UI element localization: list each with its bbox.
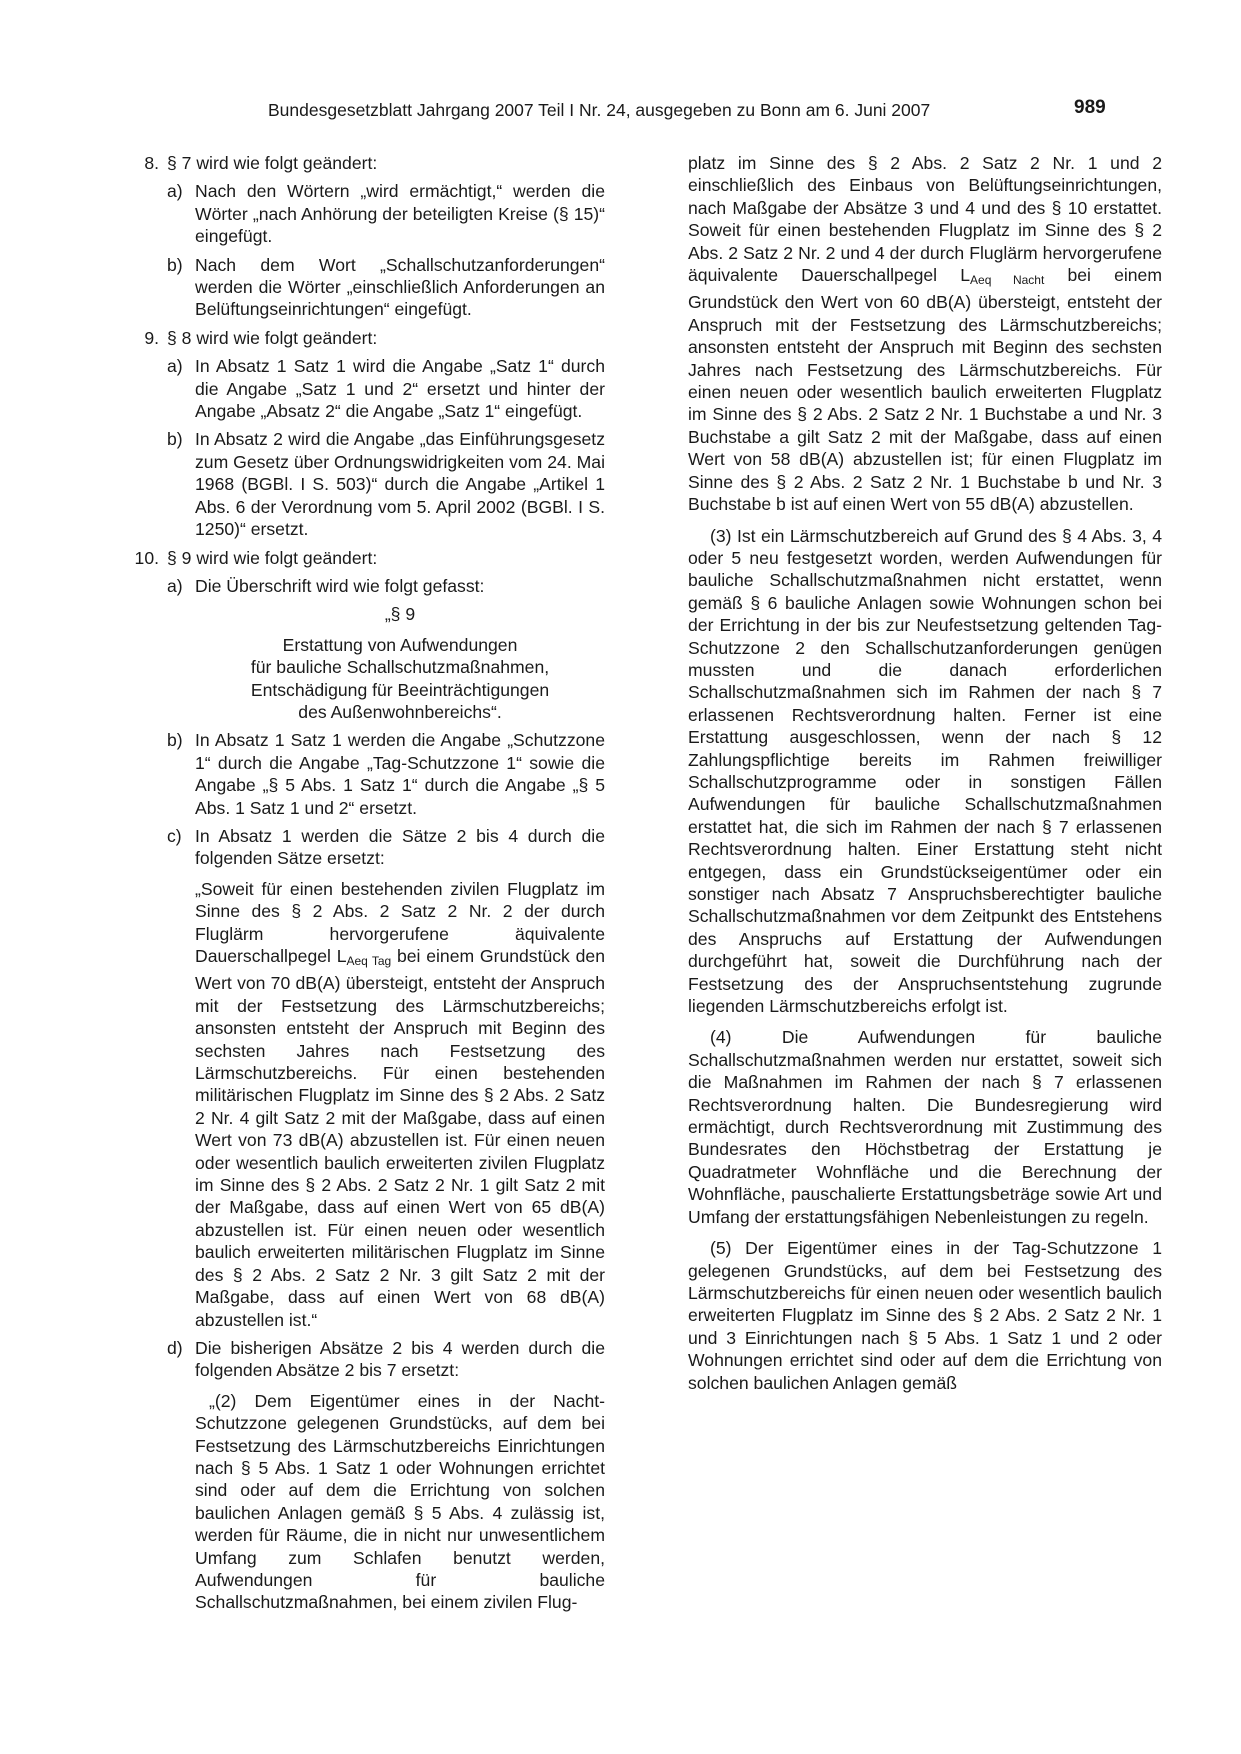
sub-letter: a) bbox=[167, 356, 183, 377]
heading-line: Erstattung von Aufwendungen bbox=[282, 634, 518, 655]
sub-text: Die bisherigen Absätze 2 bis 4 werden durch die folgenden Absätze 2 bis 7 ersetzt: bbox=[195, 1337, 605, 1381]
heading-paragraph: „§ 9 bbox=[384, 604, 416, 625]
item-title: § 8 wird wie folgt geändert: bbox=[167, 327, 378, 348]
sub-item-a bbox=[167, 575, 605, 597]
sub-item-b bbox=[167, 729, 605, 819]
sub-item-b bbox=[167, 254, 605, 321]
sub-text: Die Überschrift wird wie folgt gefasst: bbox=[195, 575, 485, 596]
sub-text: In Absatz 2 wird die Angabe „das Einführungsgesetz zum Gesetz über Ordnungswidrigkeiten vom 24. Mai 1968 (BGBl. I S. 503)“ durch die Angabe „Artikel 1 Abs. 6 der Verordnung vom 5. April 2002 (BGBl. I S. 1250)“ ersetzt. bbox=[195, 429, 605, 540]
list-item-10 bbox=[131, 547, 605, 1614]
paragraph-continued bbox=[688, 152, 1162, 516]
right-column bbox=[688, 152, 1162, 1403]
sub-letter: b) bbox=[167, 254, 183, 275]
page-number: 989 bbox=[1074, 97, 1106, 118]
list-item-8 bbox=[131, 152, 605, 321]
sub-letter: b) bbox=[167, 429, 183, 450]
paragraph-3: (3) Ist ein Lärmschutzbereich auf Grund des § 4 Abs. 3, 4 oder 5 neu festgesetzt worden, werden Aufwendungen für bauliche Schallschutzmaßnahmen nicht erstattet, wenn gemäß § 6 bauliche Anlagen sowie Wohnungen schon bei der Errichtung in der bis zur Neufestsetzung geltenden Tag-Schutzzone 2 den Schallschutzanforderungen genügen mussten und die danach erforderlichen Schallschutzmaßnahmen sich im Rahmen der nach § 7 erlassenen Rechtsverordnung halten. Ferner ist eine Erstattung ausgeschlossen, wenn der nach § 12 Zahlungspflichtige bereits im Rahmen freiwilliger Schallschutzprogramme oder in sonstigen Fällen Aufwendungen für bauliche Schallschutzmaßnahmen erstattet hat, die sich im Rahmen der nach § 7 erlassenen Rechtsverordnung halten. Einer Erstattung steht nicht entgegen, dass ein Grundstückseigentümer oder ein sonstiger nach Absatz 7 Anspruchsberechtigter bauliche Schallschutzmaßnahmen vor dem Zeitpunkt des Entstehens des Anspruchs auf Erstattung der Aufwendungen durchgeführt hat, soweit die Durchführung nach der Festsetzung des der Anspruchsentstehung zugrunde liegenden Lärmschutzbereichs erfolgt ist. bbox=[688, 525, 1162, 1017]
sub-item-c bbox=[167, 825, 605, 1331]
item-number: 10. bbox=[134, 547, 159, 568]
left-column bbox=[131, 152, 605, 1614]
sub-letter: a) bbox=[167, 181, 183, 202]
sub-item-b bbox=[167, 428, 605, 540]
sub-text: Nach den Wörtern „wird ermächtigt,“ werden die Wörter „nach Anhörung der beteiligten Kreise (§ 15)“ eingefügt. bbox=[195, 181, 605, 247]
paragraph-4: (4) Die Aufwendungen für bauliche Schallschutzmaßnahmen werden nur erstattet, soweit sich die Maßnahmen im Rahmen der nach § 7 erlassenen Rechtsverordnung halten. Die Bundesregierung wird ermächtigt, durch Rechtsverordnung mit Zustimmung des Bundesrates den Höchstbetrag der Erstattung je Quadratmeter Wohnfläche und die Berechnung der Wohnfläche, pauschalierte Erstattungsbeträge sowie Art und Umfang der erstattungsfähigen Nebenleistungen zu regeln. bbox=[688, 1027, 1162, 1227]
sub-letter: d) bbox=[167, 1337, 183, 1358]
item-number: 8. bbox=[144, 153, 159, 173]
sub-text: In Absatz 1 werden die Sätze 2 bis 4 durch die folgenden Sätze ersetzt: bbox=[195, 825, 605, 869]
quoted-text bbox=[195, 878, 605, 1331]
heading-line: Entschädigung für Beeinträchtigungen bbox=[250, 679, 550, 700]
sub-item-a bbox=[167, 355, 605, 422]
sub-text: In Absatz 1 Satz 1 wird die Angabe „Satz 1“ durch die Angabe „Satz 1 und 2“ ersetzt und hinter der Angabe „Absatz 2“ die Angabe „Satz 1“ eingefügt. bbox=[195, 356, 605, 422]
quote-text: „Soweit für einen bestehenden zivilen Flugplatz im Sinne des § 2 Abs. 2 Satz 2 Nr. 2 der durch Fluglärm hervorgerufene äquivalente Dauerschallpegel L bbox=[195, 878, 605, 966]
sub-letter: b) bbox=[167, 730, 183, 751]
heading-line: für bauliche Schallschutzmaßnahmen, bbox=[250, 657, 550, 678]
sub-item-a bbox=[167, 180, 605, 247]
sub-text: In Absatz 1 Satz 1 werden die Angabe „Schutzzone 1“ durch die Angabe „Tag-Schutzzone 1“ sowie die Angabe „§ 5 Abs. 1 Satz 1“ durch die Angabe „§ 5 Abs. 1 Satz 1 und 2“ ersetzt. bbox=[195, 730, 605, 818]
page-header bbox=[268, 97, 1108, 121]
item-title: § 7 wird wie folgt geändert: bbox=[167, 153, 378, 173]
list-item-9 bbox=[131, 327, 605, 541]
subscript: Aeq Nacht bbox=[970, 273, 1045, 288]
sub-text: Nach dem Wort „Schallschutzanforderungen“ werden die Wörter „einschließlich Anforderungen an Belüftungseinrichtungen“ eingefügt. bbox=[195, 254, 605, 320]
sub-item-d bbox=[167, 1337, 605, 1614]
subscript: Aeq Tag bbox=[346, 954, 392, 968]
heading-line: des Außenwohnbereichs“. bbox=[298, 701, 502, 722]
quoted-heading bbox=[167, 603, 605, 723]
quoted-text: „(2) Dem Eigentümer eines in der Nacht-Schutzzone gelegenen Grundstücks, auf dem bei Festsetzung des Lärmschutzbereichs Einrichtungen nach § 5 Abs. 1 Satz 1 oder Wohnungen errichtet sind oder auf dem die Errichtung von solchen baulichen Anlagen gemäß § 5 Abs. 4 zulässig ist, werden für Räume, die in nicht nur unwesentlichem Umfang zum Schlafen benutzt werden, Aufwendungen für bauliche Schallschutzmaßnahmen, bei einem zivilen Flug- bbox=[195, 1390, 605, 1613]
sub-letter: a) bbox=[167, 575, 183, 596]
paragraph-text: platz im Sinne des § 2 Abs. 2 Satz 2 Nr. 1 und 2 einschließlich des Einbaus von Belüftungseinrichtungen, nach Maßgabe der Absätze 3 und 4 und des § 10 erstattet. Soweit für einen bestehenden Flugplatz im Sinne des § 2 Abs. 2 Satz 2 Nr. 2 und 4 der durch Fluglärm hervorgerufene äquivalente Dauerschallpegel L bbox=[688, 153, 1162, 286]
paragraph-text: bei einem Grundstück den Wert von 60 dB(A) übersteigt, entsteht der Anspruch mit der Festsetzung des Lärmschutzbereichs; ansonsten entsteht der Anspruch mit Beginn des sechsten Jahres nach Festsetzung des Lärmschutzbereichs. Für einen neuen oder wesentlich baulich erweiterten Flugplatz im Sinne des § 2 Abs. 2 Satz 2 Nr. 1 Buchstabe a und Nr. 3 Buchstabe a gilt Satz 2 mit der Maßgabe, dass auf einen Wert von 58 dB(A) abzustellen ist; für einen Flugplatz im Sinne des § 2 Abs. 2 Satz 2 Nr. 1 Buchstabe b und Nr. 3 Buchstabe b ist auf einen Wert von 55 dB(A) abzustellen. bbox=[688, 265, 1162, 515]
paragraph-5: (5) Der Eigentümer eines in der Tag-Schutzzone 1 gelegenen Grundstücks, auf dem bei Festsetzung des Lärmschutzbereichs für einen neuen oder wesentlich baulich erweiterten Flugplatz im Sinne des § 2 Abs. 2 Satz 2 Nr. 1 und 3 Einrichtungen nach § 5 Abs. 1 Satz 1 und 2 oder Wohnungen errichtet sind oder auf dem die Errichtung von solchen baulichen Anlagen gemäß bbox=[688, 1238, 1162, 1393]
item-number: 9. bbox=[144, 327, 159, 348]
running-title: Bundesgesetzblatt Jahrgang 2007 Teil I Nr. 24, ausgegeben zu Bonn am 6. Juni 2007 bbox=[268, 100, 931, 120]
sub-letter: c) bbox=[167, 825, 182, 846]
item-title: § 9 wird wie folgt geändert: bbox=[167, 547, 378, 568]
quote-text: bei einem Grundstück den Wert von 70 dB(A) übersteigt, entsteht der Anspruch mit der Festsetzung des Lärmschutzbereichs; ansonsten entsteht der Anspruch mit Beginn des sechsten Jahres nach Festsetzung des Lärmschutzbereichs. Für einen bestehenden militärischen Flugplatz im Sinne des § 2 Abs. 2 Satz 2 Nr. 4 gilt Satz 2 mit der Maßgabe, dass auf einen Wert von 73 dB(A) abzustellen ist. Für einen neuen oder wesentlich baulich erweiterten zivilen Flugplatz im Sinne des § 2 Abs. 2 Satz 2 Nr. 1 gilt Satz 2 mit der Maßgabe, dass auf einen Wert von 65 dB(A) abzustellen ist. Für einen neuen oder wesentlich baulich erweiterten militärischen Flugplatz im Sinne des § 2 Abs. 2 Satz 2 Nr. 3 gilt Satz 2 mit der Maßgabe, dass auf einen Wert von 68 dB(A) abzustellen ist.“ bbox=[195, 946, 605, 1330]
